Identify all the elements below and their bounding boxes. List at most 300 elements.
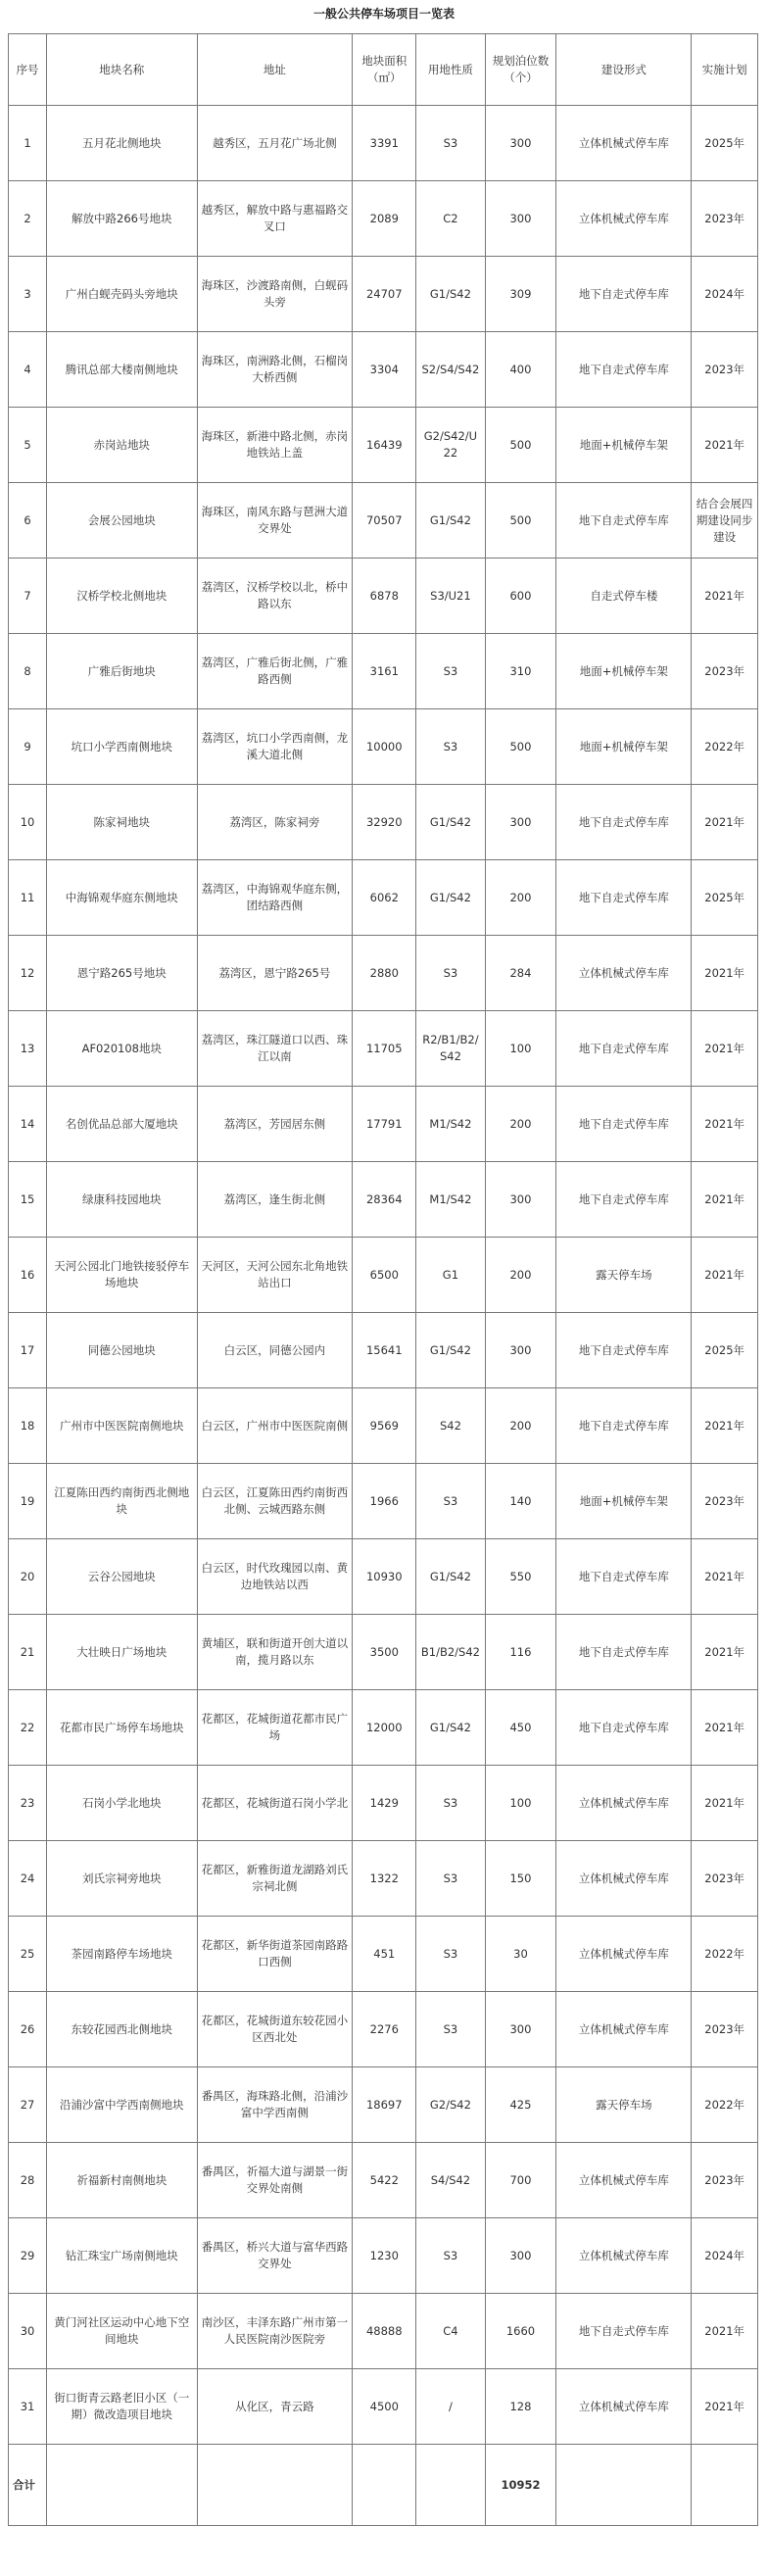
cell-land-use: S3 bbox=[416, 936, 485, 1011]
cell-berths: 300 bbox=[485, 181, 556, 257]
cell-area: 9569 bbox=[353, 1388, 416, 1464]
cell-build-form: 立体机械式停车库 bbox=[556, 1917, 692, 1992]
cell-schedule: 2021年 bbox=[692, 2294, 758, 2369]
cell-land-use: S3 bbox=[416, 2218, 485, 2294]
cell-area: 1966 bbox=[353, 1464, 416, 1539]
cell-plot-name: 云谷公园地块 bbox=[47, 1539, 198, 1615]
cell-schedule: 2023年 bbox=[692, 634, 758, 709]
total-cell bbox=[197, 2445, 353, 2526]
cell-berths: 100 bbox=[485, 1766, 556, 1841]
cell-plot-name: 石岗小学北地块 bbox=[47, 1766, 198, 1841]
cell-plot-name: 茶园南路停车场地块 bbox=[47, 1917, 198, 1992]
cell-index: 2 bbox=[9, 181, 47, 257]
cell-schedule: 2023年 bbox=[692, 181, 758, 257]
cell-berths: 200 bbox=[485, 1087, 556, 1162]
total-cell bbox=[353, 2445, 416, 2526]
cell-address: 花都区，新华街道茶园南路路口西侧 bbox=[197, 1917, 353, 1992]
cell-land-use: S42 bbox=[416, 1388, 485, 1464]
cell-build-form: 地下自走式停车库 bbox=[556, 1388, 692, 1464]
table-row bbox=[9, 2369, 758, 2445]
cell-index: 22 bbox=[9, 1690, 47, 1766]
cell-area: 451 bbox=[353, 1917, 416, 1992]
table-row bbox=[9, 2143, 758, 2218]
cell-build-form: 立体机械式停车库 bbox=[556, 181, 692, 257]
cell-land-use: G1/S42 bbox=[416, 1539, 485, 1615]
cell-build-form: 地面+机械停车架 bbox=[556, 709, 692, 785]
cell-index: 10 bbox=[9, 785, 47, 860]
cell-schedule: 2023年 bbox=[692, 1464, 758, 1539]
cell-berths: 30 bbox=[485, 1917, 556, 1992]
table-row bbox=[9, 634, 758, 709]
cell-land-use: S3 bbox=[416, 1841, 485, 1917]
cell-schedule: 2023年 bbox=[692, 1841, 758, 1917]
cell-address: 荔湾区，坑口小学西南侧，龙溪大道北侧 bbox=[197, 709, 353, 785]
table-row bbox=[9, 936, 758, 1011]
cell-area: 2089 bbox=[353, 181, 416, 257]
cell-area: 1429 bbox=[353, 1766, 416, 1841]
cell-build-form: 地下自走式停车库 bbox=[556, 1162, 692, 1238]
cell-area: 3391 bbox=[353, 106, 416, 181]
cell-index: 20 bbox=[9, 1539, 47, 1615]
table-body bbox=[9, 106, 758, 2526]
cell-area: 6500 bbox=[353, 1238, 416, 1313]
cell-plot-name: 广州市中医医院南侧地块 bbox=[47, 1388, 198, 1464]
cell-index: 6 bbox=[9, 483, 47, 559]
cell-land-use: S3 bbox=[416, 1917, 485, 1992]
cell-index: 19 bbox=[9, 1464, 47, 1539]
cell-schedule: 2025年 bbox=[692, 860, 758, 936]
cell-plot-name: 刘氏宗祠旁地块 bbox=[47, 1841, 198, 1917]
header-build-form: 建设形式 bbox=[556, 34, 692, 106]
cell-address: 荔湾区，陈家祠旁 bbox=[197, 785, 353, 860]
cell-schedule: 2021年 bbox=[692, 1162, 758, 1238]
cell-index: 8 bbox=[9, 634, 47, 709]
cell-berths: 425 bbox=[485, 2067, 556, 2143]
cell-berths: 500 bbox=[485, 709, 556, 785]
cell-land-use: S3 bbox=[416, 709, 485, 785]
cell-build-form: 地面+机械停车架 bbox=[556, 408, 692, 483]
cell-area: 3161 bbox=[353, 634, 416, 709]
total-cell bbox=[47, 2445, 198, 2526]
cell-plot-name: 钻汇珠宝广场南侧地块 bbox=[47, 2218, 198, 2294]
cell-address: 花都区，花城街道东较花园小区西北处 bbox=[197, 1992, 353, 2067]
table-row bbox=[9, 483, 758, 559]
cell-build-form: 地下自走式停车库 bbox=[556, 332, 692, 408]
cell-schedule: 2021年 bbox=[692, 1766, 758, 1841]
cell-berths: 600 bbox=[485, 559, 556, 634]
header-area: 地块面积（㎡） bbox=[353, 34, 416, 106]
cell-address: 白云区，江夏陈田西约南街西北侧、云城西路东侧 bbox=[197, 1464, 353, 1539]
cell-land-use: / bbox=[416, 2369, 485, 2445]
cell-build-form: 地面+机械停车架 bbox=[556, 634, 692, 709]
table-header-row bbox=[9, 34, 758, 106]
header-index: 序号 bbox=[9, 34, 47, 106]
cell-schedule: 2022年 bbox=[692, 709, 758, 785]
cell-index: 3 bbox=[9, 257, 47, 332]
cell-plot-name: 同德公园地块 bbox=[47, 1313, 198, 1388]
cell-schedule: 结合会展四期建设同步建设 bbox=[692, 483, 758, 559]
cell-plot-name: 绿康科技园地块 bbox=[47, 1162, 198, 1238]
table-row bbox=[9, 1011, 758, 1087]
cell-build-form: 地下自走式停车库 bbox=[556, 1087, 692, 1162]
cell-address: 番禺区，桥兴大道与富华西路交界处 bbox=[197, 2218, 353, 2294]
table-row bbox=[9, 1238, 758, 1313]
cell-build-form: 立体机械式停车库 bbox=[556, 2143, 692, 2218]
cell-build-form: 地下自走式停车库 bbox=[556, 2294, 692, 2369]
cell-plot-name: 五月花北侧地块 bbox=[47, 106, 198, 181]
cell-address: 番禺区，祈福大道与湖景一街交界处南侧 bbox=[197, 2143, 353, 2218]
cell-build-form: 地下自走式停车库 bbox=[556, 1011, 692, 1087]
cell-address: 南沙区，丰泽东路广州市第一人民医院南沙医院旁 bbox=[197, 2294, 353, 2369]
cell-schedule: 2021年 bbox=[692, 1388, 758, 1464]
cell-area: 1230 bbox=[353, 2218, 416, 2294]
cell-build-form: 地下自走式停车库 bbox=[556, 257, 692, 332]
cell-berths: 284 bbox=[485, 936, 556, 1011]
cell-index: 21 bbox=[9, 1615, 47, 1690]
cell-berths: 450 bbox=[485, 1690, 556, 1766]
cell-index: 7 bbox=[9, 559, 47, 634]
cell-area: 17791 bbox=[353, 1087, 416, 1162]
cell-land-use: R2/B1/B2/S42 bbox=[416, 1011, 485, 1087]
cell-area: 12000 bbox=[353, 1690, 416, 1766]
cell-area: 5422 bbox=[353, 2143, 416, 2218]
cell-build-form: 露天停车场 bbox=[556, 1238, 692, 1313]
cell-address: 白云区，广州市中医医院南侧 bbox=[197, 1388, 353, 1464]
cell-plot-name: 江夏陈田西约南街西北侧地块 bbox=[47, 1464, 198, 1539]
cell-area: 10930 bbox=[353, 1539, 416, 1615]
cell-schedule: 2021年 bbox=[692, 1615, 758, 1690]
cell-land-use: S3 bbox=[416, 106, 485, 181]
cell-plot-name: 汉桥学校北侧地块 bbox=[47, 559, 198, 634]
cell-land-use: B1/B2/S42 bbox=[416, 1615, 485, 1690]
cell-area: 11705 bbox=[353, 1011, 416, 1087]
cell-land-use: S3 bbox=[416, 1766, 485, 1841]
cell-plot-name: 中海锦观华庭东侧地块 bbox=[47, 860, 198, 936]
cell-plot-name: 天河公园北门地铁接驳停车场地块 bbox=[47, 1238, 198, 1313]
cell-address: 荔湾区，芳园居东侧 bbox=[197, 1087, 353, 1162]
total-cell bbox=[556, 2445, 692, 2526]
cell-address: 海珠区，新港中路北侧，赤岗地铁站上盖 bbox=[197, 408, 353, 483]
cell-address: 荔湾区，中海锦观华庭东侧，团结路西侧 bbox=[197, 860, 353, 936]
cell-land-use: C4 bbox=[416, 2294, 485, 2369]
cell-index: 15 bbox=[9, 1162, 47, 1238]
cell-land-use: G1/S42 bbox=[416, 1313, 485, 1388]
cell-schedule: 2021年 bbox=[692, 408, 758, 483]
table-row bbox=[9, 332, 758, 408]
table-row bbox=[9, 860, 758, 936]
cell-plot-name: 会展公园地块 bbox=[47, 483, 198, 559]
table-row bbox=[9, 1313, 758, 1388]
cell-land-use: G2/S42 bbox=[416, 2067, 485, 2143]
parking-project-table bbox=[8, 33, 758, 2526]
cell-address: 海珠区，南风东路与琶洲大道交界处 bbox=[197, 483, 353, 559]
table-row bbox=[9, 1615, 758, 1690]
cell-berths: 300 bbox=[485, 1313, 556, 1388]
table-row bbox=[9, 1917, 758, 1992]
cell-schedule: 2021年 bbox=[692, 2369, 758, 2445]
cell-area: 18697 bbox=[353, 2067, 416, 2143]
cell-plot-name: 大壮映日广场地块 bbox=[47, 1615, 198, 1690]
cell-berths: 300 bbox=[485, 785, 556, 860]
total-cell bbox=[416, 2445, 485, 2526]
cell-address: 白云区，时代玫瑰园以南、黄边地铁站以西 bbox=[197, 1539, 353, 1615]
cell-berths: 300 bbox=[485, 2218, 556, 2294]
cell-plot-name: 东较花园西北侧地块 bbox=[47, 1992, 198, 2067]
cell-build-form: 露天停车场 bbox=[556, 2067, 692, 2143]
cell-address: 荔湾区，珠江隧道口以西、珠江以南 bbox=[197, 1011, 353, 1087]
table-row bbox=[9, 1388, 758, 1464]
table-row bbox=[9, 1992, 758, 2067]
cell-area: 3304 bbox=[353, 332, 416, 408]
cell-build-form: 地下自走式停车库 bbox=[556, 785, 692, 860]
cell-build-form: 立体机械式停车库 bbox=[556, 936, 692, 1011]
cell-index: 9 bbox=[9, 709, 47, 785]
cell-index: 23 bbox=[9, 1766, 47, 1841]
table-row bbox=[9, 408, 758, 483]
cell-build-form: 地下自走式停车库 bbox=[556, 860, 692, 936]
cell-plot-name: 祈福新村南侧地块 bbox=[47, 2143, 198, 2218]
cell-land-use: G1 bbox=[416, 1238, 485, 1313]
cell-index: 13 bbox=[9, 1011, 47, 1087]
cell-area: 6062 bbox=[353, 860, 416, 936]
table-row bbox=[9, 1464, 758, 1539]
cell-schedule: 2021年 bbox=[692, 1087, 758, 1162]
cell-land-use: G1/S42 bbox=[416, 785, 485, 860]
table-row bbox=[9, 709, 758, 785]
cell-index: 17 bbox=[9, 1313, 47, 1388]
total-row bbox=[9, 2445, 758, 2526]
cell-schedule: 2025年 bbox=[692, 106, 758, 181]
cell-build-form: 地下自走式停车库 bbox=[556, 1615, 692, 1690]
cell-berths: 550 bbox=[485, 1539, 556, 1615]
cell-index: 16 bbox=[9, 1238, 47, 1313]
cell-berths: 200 bbox=[485, 1238, 556, 1313]
cell-plot-name: 花都市民广场停车场地块 bbox=[47, 1690, 198, 1766]
table-row bbox=[9, 1162, 758, 1238]
cell-land-use: S2/S4/S42 bbox=[416, 332, 485, 408]
cell-schedule: 2022年 bbox=[692, 2067, 758, 2143]
cell-plot-name: 广雅后街地块 bbox=[47, 634, 198, 709]
cell-berths: 200 bbox=[485, 1388, 556, 1464]
cell-schedule: 2021年 bbox=[692, 1690, 758, 1766]
cell-plot-name: 沿浦沙富中学西南侧地块 bbox=[47, 2067, 198, 2143]
cell-land-use: S3/U21 bbox=[416, 559, 485, 634]
table-row bbox=[9, 2067, 758, 2143]
cell-schedule: 2023年 bbox=[692, 1992, 758, 2067]
cell-area: 70507 bbox=[353, 483, 416, 559]
total-label: 合计 bbox=[9, 2445, 47, 2526]
cell-land-use: M1/S42 bbox=[416, 1162, 485, 1238]
cell-index: 28 bbox=[9, 2143, 47, 2218]
cell-area: 4500 bbox=[353, 2369, 416, 2445]
table-row bbox=[9, 2218, 758, 2294]
cell-land-use: M1/S42 bbox=[416, 1087, 485, 1162]
header-schedule: 实施计划 bbox=[692, 34, 758, 106]
cell-index: 27 bbox=[9, 2067, 47, 2143]
cell-build-form: 立体机械式停车库 bbox=[556, 106, 692, 181]
page-title: 一般公共停车场项目一览表 bbox=[312, 7, 455, 21]
table-row bbox=[9, 181, 758, 257]
cell-area: 24707 bbox=[353, 257, 416, 332]
cell-address: 花都区，花城街道花都市民广场 bbox=[197, 1690, 353, 1766]
cell-berths: 140 bbox=[485, 1464, 556, 1539]
cell-plot-name: 解放中路266号地块 bbox=[47, 181, 198, 257]
cell-schedule: 2021年 bbox=[692, 1539, 758, 1615]
cell-schedule: 2021年 bbox=[692, 785, 758, 860]
cell-berths: 150 bbox=[485, 1841, 556, 1917]
cell-address: 花都区，花城街道石岗小学北 bbox=[197, 1766, 353, 1841]
cell-berths: 310 bbox=[485, 634, 556, 709]
cell-berths: 500 bbox=[485, 483, 556, 559]
cell-area: 28364 bbox=[353, 1162, 416, 1238]
cell-schedule: 2025年 bbox=[692, 1313, 758, 1388]
table-row bbox=[9, 106, 758, 181]
cell-index: 4 bbox=[9, 332, 47, 408]
cell-index: 29 bbox=[9, 2218, 47, 2294]
table-row bbox=[9, 1087, 758, 1162]
table-row bbox=[9, 1690, 758, 1766]
cell-berths: 128 bbox=[485, 2369, 556, 2445]
cell-index: 11 bbox=[9, 860, 47, 936]
cell-plot-name: 恩宁路265号地块 bbox=[47, 936, 198, 1011]
cell-berths: 500 bbox=[485, 408, 556, 483]
cell-index: 30 bbox=[9, 2294, 47, 2369]
cell-berths: 300 bbox=[485, 1992, 556, 2067]
table-row bbox=[9, 1841, 758, 1917]
table-row bbox=[9, 1539, 758, 1615]
cell-area: 3500 bbox=[353, 1615, 416, 1690]
cell-area: 15641 bbox=[353, 1313, 416, 1388]
cell-plot-name: 街口街青云路老旧小区（一期）微改造项目地块 bbox=[47, 2369, 198, 2445]
cell-build-form: 地下自走式停车库 bbox=[556, 1539, 692, 1615]
cell-land-use: G1/S42 bbox=[416, 860, 485, 936]
table-row bbox=[9, 257, 758, 332]
cell-address: 荔湾区，汉桥学校以北，桥中路以东 bbox=[197, 559, 353, 634]
cell-berths: 200 bbox=[485, 860, 556, 936]
cell-berths: 400 bbox=[485, 332, 556, 408]
cell-build-form: 立体机械式停车库 bbox=[556, 2218, 692, 2294]
header-berths: 规划泊位数（个） bbox=[485, 34, 556, 106]
cell-address: 从化区，青云路 bbox=[197, 2369, 353, 2445]
cell-address: 荔湾区，恩宁路265号 bbox=[197, 936, 353, 1011]
cell-land-use: S3 bbox=[416, 634, 485, 709]
cell-berths: 116 bbox=[485, 1615, 556, 1690]
cell-address: 海珠区，南洲路北侧，石榴岗大桥西侧 bbox=[197, 332, 353, 408]
cell-land-use: C2 bbox=[416, 181, 485, 257]
cell-area: 6878 bbox=[353, 559, 416, 634]
cell-index: 25 bbox=[9, 1917, 47, 1992]
cell-schedule: 2023年 bbox=[692, 332, 758, 408]
cell-schedule: 2021年 bbox=[692, 1011, 758, 1087]
cell-berths: 309 bbox=[485, 257, 556, 332]
cell-land-use: G1/S42 bbox=[416, 1690, 485, 1766]
table-row bbox=[9, 2294, 758, 2369]
cell-land-use: S4/S42 bbox=[416, 2143, 485, 2218]
cell-index: 14 bbox=[9, 1087, 47, 1162]
cell-build-form: 立体机械式停车库 bbox=[556, 1766, 692, 1841]
cell-area: 32920 bbox=[353, 785, 416, 860]
table-row bbox=[9, 1766, 758, 1841]
cell-address: 海珠区，沙渡路南侧，白蚬码头旁 bbox=[197, 257, 353, 332]
cell-address: 越秀区，五月花广场北侧 bbox=[197, 106, 353, 181]
cell-address: 荔湾区，逢生街北侧 bbox=[197, 1162, 353, 1238]
cell-schedule: 2024年 bbox=[692, 257, 758, 332]
cell-plot-name: 坑口小学西南侧地块 bbox=[47, 709, 198, 785]
cell-plot-name: 腾讯总部大楼南侧地块 bbox=[47, 332, 198, 408]
cell-build-form: 自走式停车楼 bbox=[556, 559, 692, 634]
cell-build-form: 地面+机械停车架 bbox=[556, 1464, 692, 1539]
cell-plot-name: 名创优品总部大厦地块 bbox=[47, 1087, 198, 1162]
header-plot-name: 地块名称 bbox=[47, 34, 198, 106]
cell-plot-name: 陈家祠地块 bbox=[47, 785, 198, 860]
cell-address: 天河区，天河公园东北角地铁站出口 bbox=[197, 1238, 353, 1313]
table-row bbox=[9, 559, 758, 634]
cell-area: 10000 bbox=[353, 709, 416, 785]
cell-area: 48888 bbox=[353, 2294, 416, 2369]
cell-schedule: 2021年 bbox=[692, 559, 758, 634]
cell-build-form: 地下自走式停车库 bbox=[556, 1690, 692, 1766]
table-row bbox=[9, 785, 758, 860]
cell-address: 花都区，新雅街道龙湖路刘氏宗祠北侧 bbox=[197, 1841, 353, 1917]
cell-address: 越秀区，解放中路与惠福路交叉口 bbox=[197, 181, 353, 257]
cell-address: 黄埔区，联和街道开创大道以南，揽月路以东 bbox=[197, 1615, 353, 1690]
cell-address: 番禺区，海珠路北侧，沿浦沙富中学西南侧 bbox=[197, 2067, 353, 2143]
header-address: 地址 bbox=[197, 34, 353, 106]
cell-index: 5 bbox=[9, 408, 47, 483]
cell-schedule: 2021年 bbox=[692, 1238, 758, 1313]
cell-index: 12 bbox=[9, 936, 47, 1011]
cell-berths: 300 bbox=[485, 1162, 556, 1238]
cell-land-use: S3 bbox=[416, 1464, 485, 1539]
cell-index: 31 bbox=[9, 2369, 47, 2445]
cell-index: 1 bbox=[9, 106, 47, 181]
total-cell bbox=[692, 2445, 758, 2526]
cell-build-form: 立体机械式停车库 bbox=[556, 1992, 692, 2067]
cell-land-use: G2/S42/U22 bbox=[416, 408, 485, 483]
cell-index: 24 bbox=[9, 1841, 47, 1917]
cell-area: 2276 bbox=[353, 1992, 416, 2067]
cell-index: 26 bbox=[9, 1992, 47, 2067]
cell-area: 16439 bbox=[353, 408, 416, 483]
cell-index: 18 bbox=[9, 1388, 47, 1464]
cell-land-use: S3 bbox=[416, 1992, 485, 2067]
cell-berths: 300 bbox=[485, 106, 556, 181]
cell-plot-name: 黄门河社区运动中心地下空间地块 bbox=[47, 2294, 198, 2369]
cell-area: 1322 bbox=[353, 1841, 416, 1917]
cell-build-form: 立体机械式停车库 bbox=[556, 2369, 692, 2445]
cell-address: 荔湾区，广雅后街北侧，广雅路西侧 bbox=[197, 634, 353, 709]
cell-build-form: 地下自走式停车库 bbox=[556, 1313, 692, 1388]
cell-land-use: G1/S42 bbox=[416, 257, 485, 332]
cell-schedule: 2022年 bbox=[692, 1917, 758, 1992]
header-land-use: 用地性质 bbox=[416, 34, 485, 106]
cell-berths: 700 bbox=[485, 2143, 556, 2218]
cell-land-use: G1/S42 bbox=[416, 483, 485, 559]
cell-area: 2880 bbox=[353, 936, 416, 1011]
cell-plot-name: 赤岗站地块 bbox=[47, 408, 198, 483]
cell-schedule: 2024年 bbox=[692, 2218, 758, 2294]
total-value: 10952 bbox=[485, 2445, 556, 2526]
cell-plot-name: AF020108地块 bbox=[47, 1011, 198, 1087]
cell-schedule: 2023年 bbox=[692, 2143, 758, 2218]
cell-berths: 100 bbox=[485, 1011, 556, 1087]
cell-schedule: 2021年 bbox=[692, 936, 758, 1011]
cell-build-form: 地下自走式停车库 bbox=[556, 483, 692, 559]
cell-berths: 1660 bbox=[485, 2294, 556, 2369]
cell-build-form: 立体机械式停车库 bbox=[556, 1841, 692, 1917]
cell-address: 白云区，同德公园内 bbox=[197, 1313, 353, 1388]
cell-plot-name: 广州白蚬壳码头旁地块 bbox=[47, 257, 198, 332]
